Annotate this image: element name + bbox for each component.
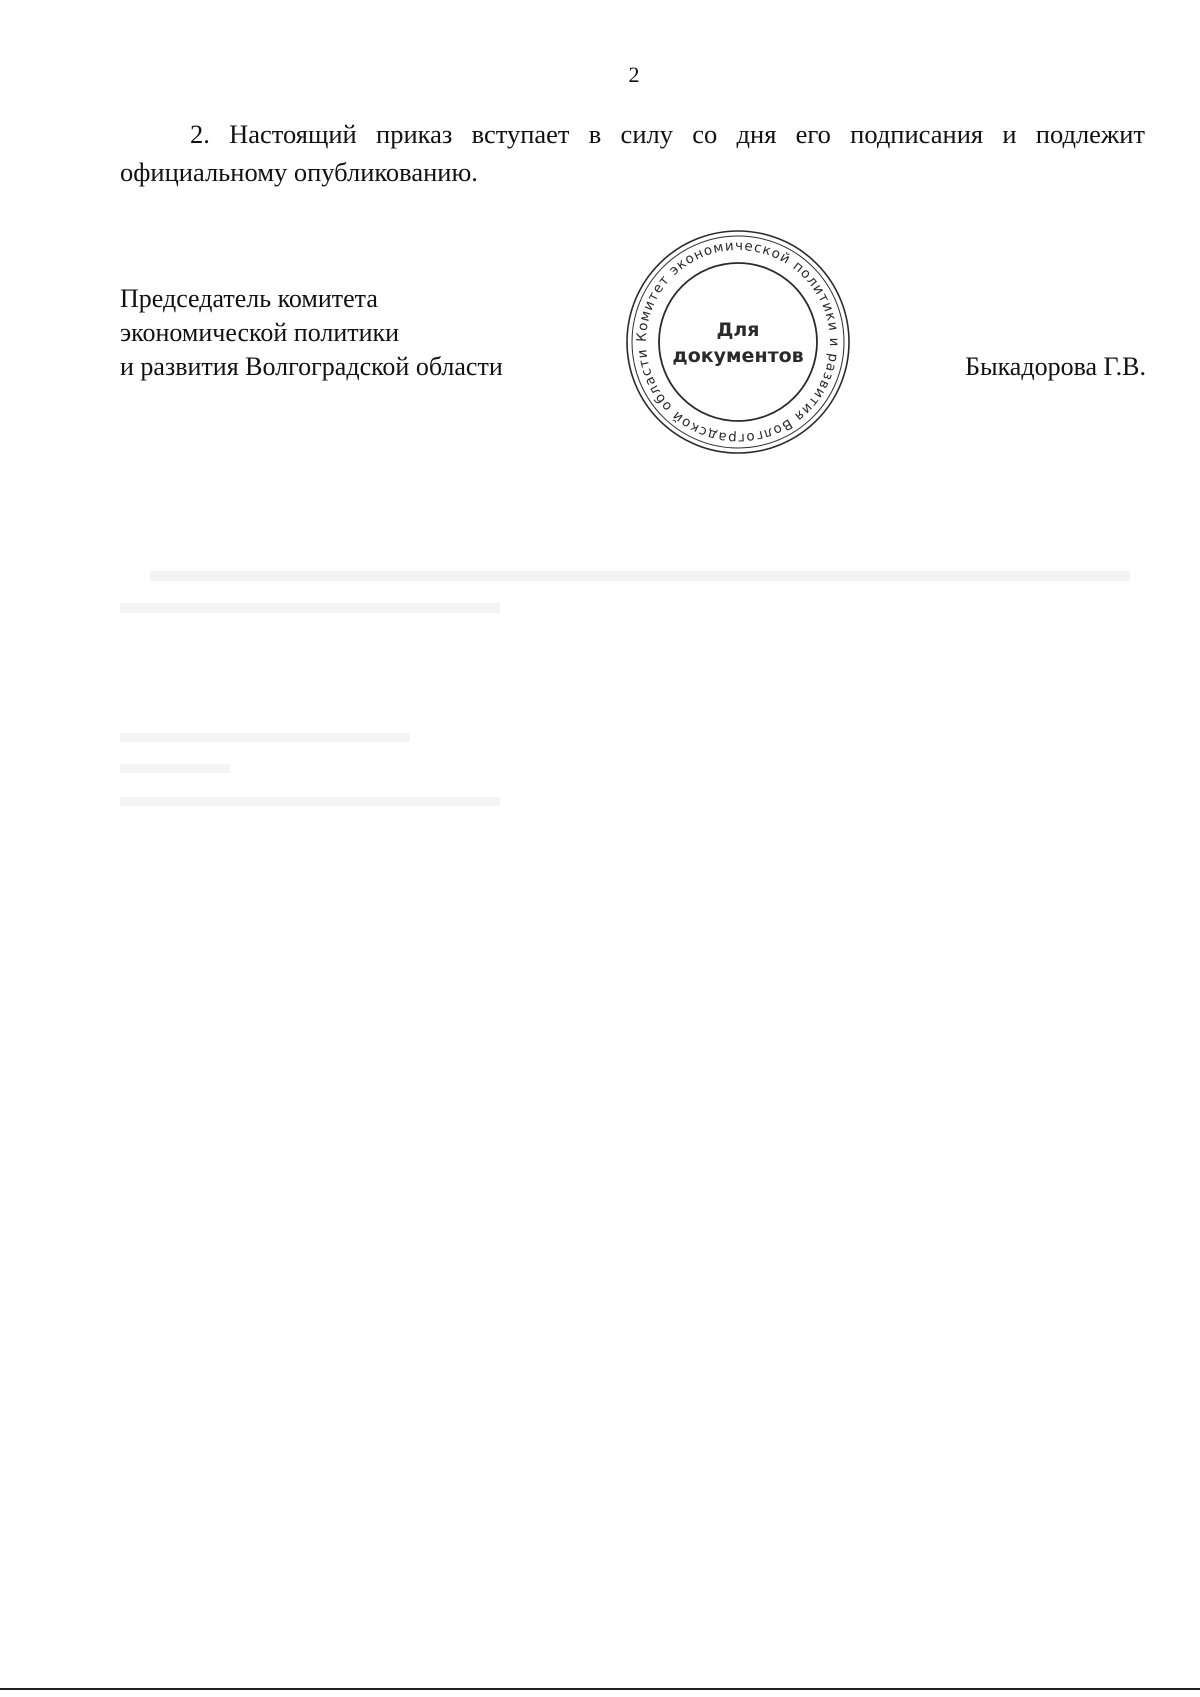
signer-title [120, 282, 600, 384]
signer-name: Быкадорова Г.В. [965, 352, 1146, 381]
seal-ring-text: Комитет экономической политики и развития Волгоградской области [633, 237, 843, 447]
signer-title-line: Председатель комитета [120, 284, 378, 313]
signer-title-line: и развития Волгоградской области [120, 352, 503, 381]
svg-text:Комитет экономической политики [634, 238, 842, 446]
seal-center-line: документов [672, 345, 804, 367]
order-paragraph: 2. Настоящий приказ вступает в силу со дня его подписания и подлежит официальному опубликованию. [120, 119, 1145, 187]
signer-title-line: экономической политики [120, 318, 400, 347]
page-number: 2 [628, 62, 640, 87]
official-seal [624, 228, 852, 456]
seal-center-line: Для [716, 319, 760, 341]
bottom-rule [0, 1688, 1200, 1690]
